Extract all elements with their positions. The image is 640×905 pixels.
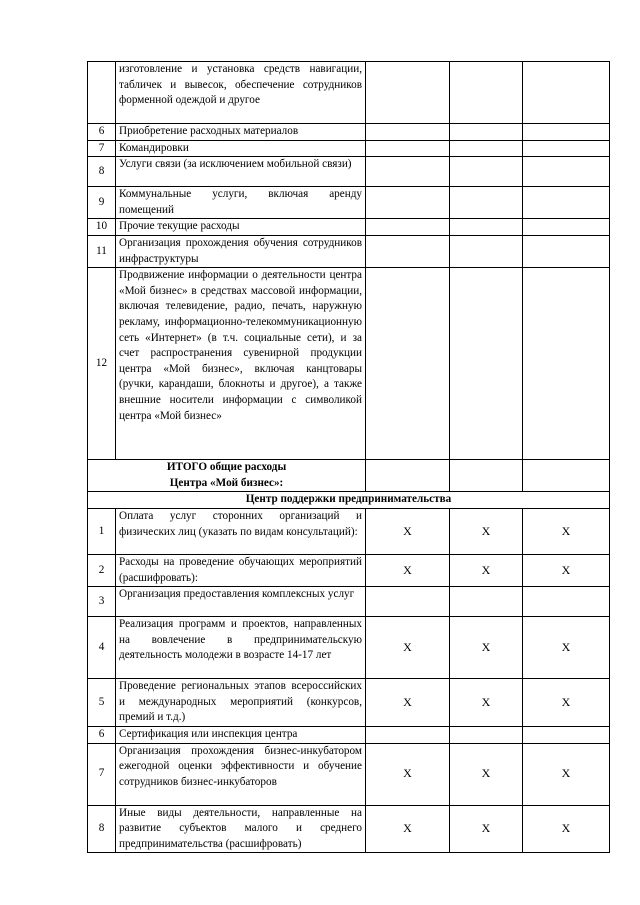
row-value-3 [523, 187, 610, 219]
row-value-3: X [523, 554, 610, 586]
row-value-1: X [366, 508, 450, 554]
row-description: Реализация программ и проектов, направленных на вовлечение в предпринимательскую деятельность молодежи в возрасте 14-17 лет [116, 617, 366, 679]
row-value-1: X [366, 805, 450, 853]
row-number: 7 [88, 140, 116, 157]
row-description: изготовление и установка средств навигации, табличек и вывесок, обеспечение сотрудников форменной одеждой и другое [116, 62, 366, 124]
row-value-2: X [450, 679, 523, 727]
row-description: Продвижение информации о деятельности центра «Мой бизнес» в средствах массовой информации, включая телевидение, радио, печать, наружную рекламу, информационно-телекоммуникационную сеть «Интернет» (в т.ч. социальные сети), и за счет распространения сувенирной продукции центра «Мой бизнес», включая канцтовары (ручки, карандаши, блокноты и другое), а также внешние носители информации с символикой центра «Мой бизнес» [116, 268, 366, 460]
table-row [88, 124, 610, 141]
row-value-2: X [450, 508, 523, 554]
row-value-1 [366, 157, 450, 187]
table-row [88, 805, 610, 853]
row-number [88, 62, 116, 124]
row-description: Приобретение расходных материалов [116, 124, 366, 141]
row-number: 8 [88, 157, 116, 187]
table-row [88, 726, 610, 743]
row-description: Коммунальные услуги, включая аренду помещений [116, 187, 366, 219]
row-value-2 [450, 219, 523, 236]
table-row [88, 743, 610, 805]
row-value-1 [366, 587, 450, 617]
row-value-1 [366, 235, 450, 267]
section-header-row [88, 492, 610, 509]
row-value-1: X [366, 743, 450, 805]
row-value-2: X [450, 743, 523, 805]
total-label-cell [88, 460, 366, 492]
row-value-1: X [366, 679, 450, 727]
row-value-1 [366, 140, 450, 157]
table-row [88, 187, 610, 219]
row-description: Сертификация или инспекция центра [116, 726, 366, 743]
row-value-3 [523, 219, 610, 236]
table-body-general [88, 62, 610, 460]
row-description: Организация прохождения бизнес-инкубатором ежегодной оценки эффективности и обучение сотрудников бизнес-инкубаторов [116, 743, 366, 805]
row-value-3 [523, 157, 610, 187]
row-value-2 [450, 124, 523, 141]
section-title: Центр поддержки предпринимательства [88, 492, 610, 509]
row-description: Расходы на проведение обучающих мероприятий (расшифровать): [116, 554, 366, 586]
table-body-totals [88, 460, 610, 509]
row-value-3 [523, 140, 610, 157]
total-value-3 [523, 460, 610, 492]
table-row [88, 268, 610, 460]
row-value-1 [366, 187, 450, 219]
total-line-2: Центра «Мой бизнес»: [169, 476, 284, 489]
row-description: Услуги связи (за исключением мобильной связи) [116, 157, 366, 187]
row-value-2: X [450, 617, 523, 679]
row-value-2 [450, 726, 523, 743]
total-line-1: ИТОГО общие расходы [166, 461, 287, 474]
row-number: 5 [88, 679, 116, 727]
expense-table [87, 61, 610, 853]
row-number: 12 [88, 268, 116, 460]
row-value-1 [366, 726, 450, 743]
row-value-2 [450, 268, 523, 460]
row-value-2 [450, 235, 523, 267]
row-number: 6 [88, 124, 116, 141]
row-value-3: X [523, 743, 610, 805]
table-body-support-center [88, 508, 610, 852]
row-value-3 [523, 235, 610, 267]
row-value-2 [450, 587, 523, 617]
row-value-1 [366, 62, 450, 124]
table-row [88, 554, 610, 586]
row-value-3 [523, 587, 610, 617]
table-row [88, 508, 610, 554]
row-value-3: X [523, 805, 610, 853]
row-value-2: X [450, 554, 523, 586]
row-value-2 [450, 62, 523, 124]
row-value-1 [366, 268, 450, 460]
row-value-3 [523, 726, 610, 743]
row-value-3 [523, 62, 610, 124]
row-description: Организация предоставления комплексных услуг [116, 587, 366, 617]
row-value-1: X [366, 554, 450, 586]
row-number: 2 [88, 554, 116, 586]
row-description: Оплата услуг сторонних организаций и физических лиц (указать по видам консультаций): [116, 508, 366, 554]
row-number: 11 [88, 235, 116, 267]
row-value-2 [450, 187, 523, 219]
row-number: 3 [88, 587, 116, 617]
row-number: 6 [88, 726, 116, 743]
table-row [88, 617, 610, 679]
table-row [88, 62, 610, 124]
row-description: Проведение региональных этапов всероссийских и международных мероприятий (конкурсов, премий и т.д.) [116, 679, 366, 727]
table-row [88, 140, 610, 157]
row-number: 9 [88, 187, 116, 219]
row-number: 8 [88, 805, 116, 853]
row-number: 1 [88, 508, 116, 554]
row-value-1: X [366, 617, 450, 679]
row-value-3: X [523, 617, 610, 679]
table-row [88, 157, 610, 187]
row-value-3 [523, 124, 610, 141]
row-value-2: X [450, 805, 523, 853]
row-value-3 [523, 268, 610, 460]
row-description: Прочие текущие расходы [116, 219, 366, 236]
row-number: 7 [88, 743, 116, 805]
row-description: Иные виды деятельности, направленные на развитие субъектов малого и среднего предпринимательства (расшифровать) [116, 805, 366, 853]
row-value-3: X [523, 508, 610, 554]
total-value-1 [366, 460, 450, 492]
row-value-1 [366, 219, 450, 236]
row-value-1 [366, 124, 450, 141]
row-number: 4 [88, 617, 116, 679]
row-value-3: X [523, 679, 610, 727]
row-value-2 [450, 140, 523, 157]
total-value-2 [450, 460, 523, 492]
row-value-2 [450, 157, 523, 187]
row-description: Командировки [116, 140, 366, 157]
table-row [88, 587, 610, 617]
table-row [88, 679, 610, 727]
row-description: Организация прохождения обучения сотрудников инфраструктуры [116, 235, 366, 267]
table-row [88, 235, 610, 267]
row-number: 10 [88, 219, 116, 236]
table-row [88, 219, 610, 236]
total-row [88, 460, 610, 492]
